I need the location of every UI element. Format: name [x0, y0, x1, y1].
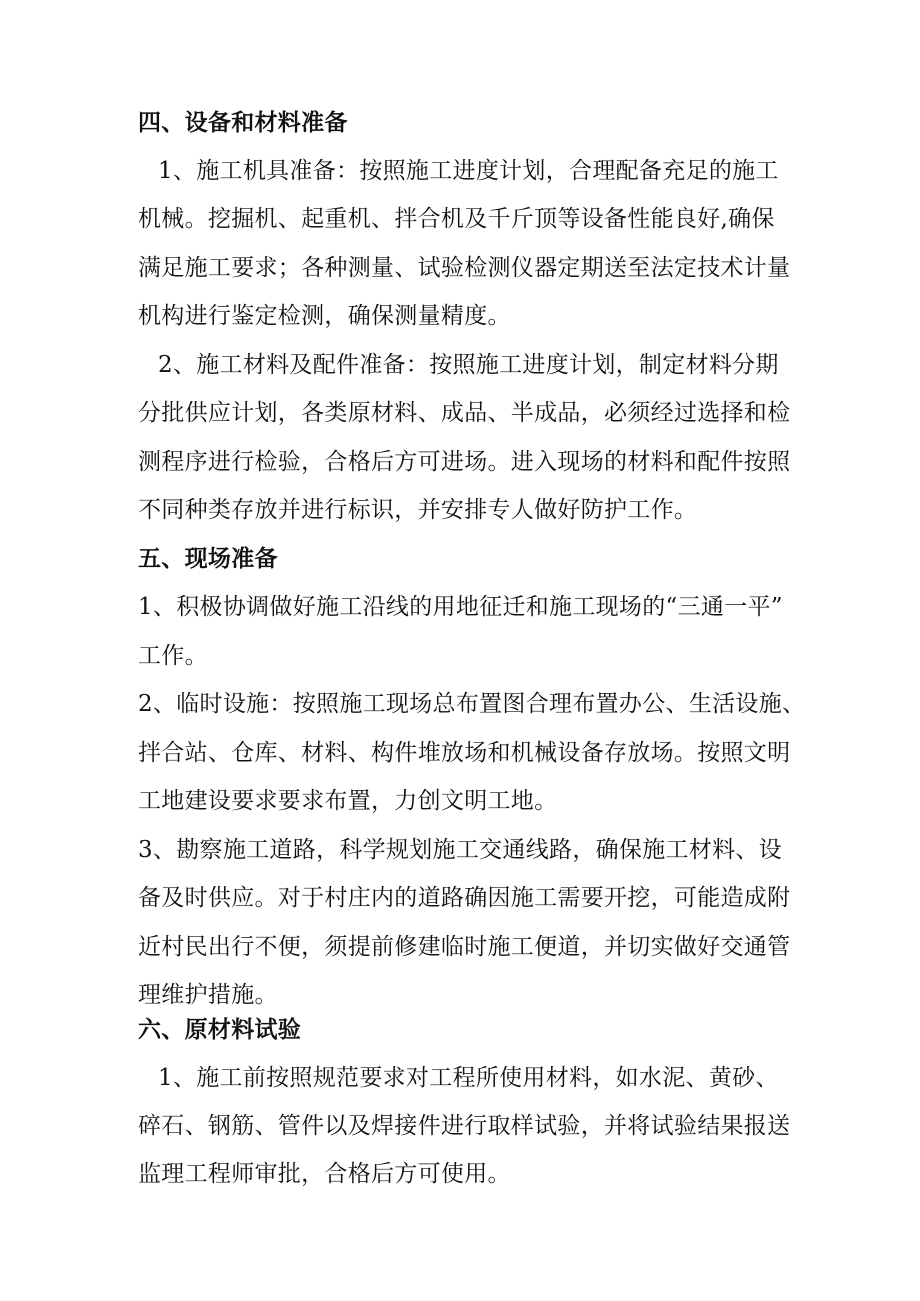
paragraph-line: 理维护措施。 — [138, 982, 278, 1008]
paragraph-line: 拌合站、仓库、材料、构件堆放场和机械设备存放场。按照文明 — [138, 740, 791, 766]
paragraph-line: 1、施工机具准备：按照施工进度计划，合理配备充足的施工 — [158, 158, 779, 184]
paragraph-line: 2、施工材料及配件准备：按照施工进度计划，制定材料分期 — [158, 352, 779, 378]
paragraph-line: 1、积极协调做好施工沿线的用地征迁和施工现场的“三通一平” — [138, 594, 783, 620]
paragraph-line: 备及时供应。对于村庄内的道路确因施工需要开挖，可能造成附 — [138, 885, 791, 911]
paragraph-line: 2、临时设施：按照施工现场总布置图合理布置办公、生活设施、 — [138, 691, 806, 717]
paragraph-line: 测程序进行检验，合格后方可进场。进入现场的材料和配件按照 — [138, 449, 791, 475]
paragraph-line: 碎石、钢筋、管件以及焊接件进行取样试验，并将试验结果报送 — [138, 1113, 791, 1139]
paragraph-line: 机械。挖掘机、起重机、拌合机及千斤顶等设备性能良好,确保 — [138, 206, 775, 232]
paragraph-line: 满足施工要求；各种测量、试验检测仪器定期送至法定技术计量 — [138, 255, 791, 281]
paragraph-line: 3、勘察施工道路，科学规划施工交通线路，确保施工材料、设 — [138, 837, 783, 863]
section-heading-equipment-materials: 四、设备和材料准备 — [138, 109, 348, 136]
section-heading-raw-material-testing: 六、原材料试验 — [138, 1016, 302, 1043]
paragraph-line: 机构进行鉴定检测，确保测量精度。 — [138, 303, 511, 329]
paragraph-line: 近村民出行不便，须提前修建临时施工便道，并切实做好交通管 — [138, 934, 791, 960]
section-heading-site-preparation: 五、现场准备 — [138, 545, 278, 572]
paragraph-line: 工作。 — [138, 643, 208, 669]
paragraph-line: 1、施工前按照规范要求对工程所使用材料，如水泥、黄砂、 — [158, 1065, 779, 1091]
paragraph-line: 工地建设要求要求布置，力创文明工地。 — [138, 788, 558, 814]
paragraph-line: 分批供应计划，各类原材料、成品、半成品，必须经过选择和检 — [138, 400, 791, 426]
paragraph-line: 不同种类存放并进行标识，并安排专人做好防护工作。 — [138, 497, 698, 523]
paragraph-line: 监理工程师审批，合格后方可使用。 — [138, 1161, 511, 1187]
